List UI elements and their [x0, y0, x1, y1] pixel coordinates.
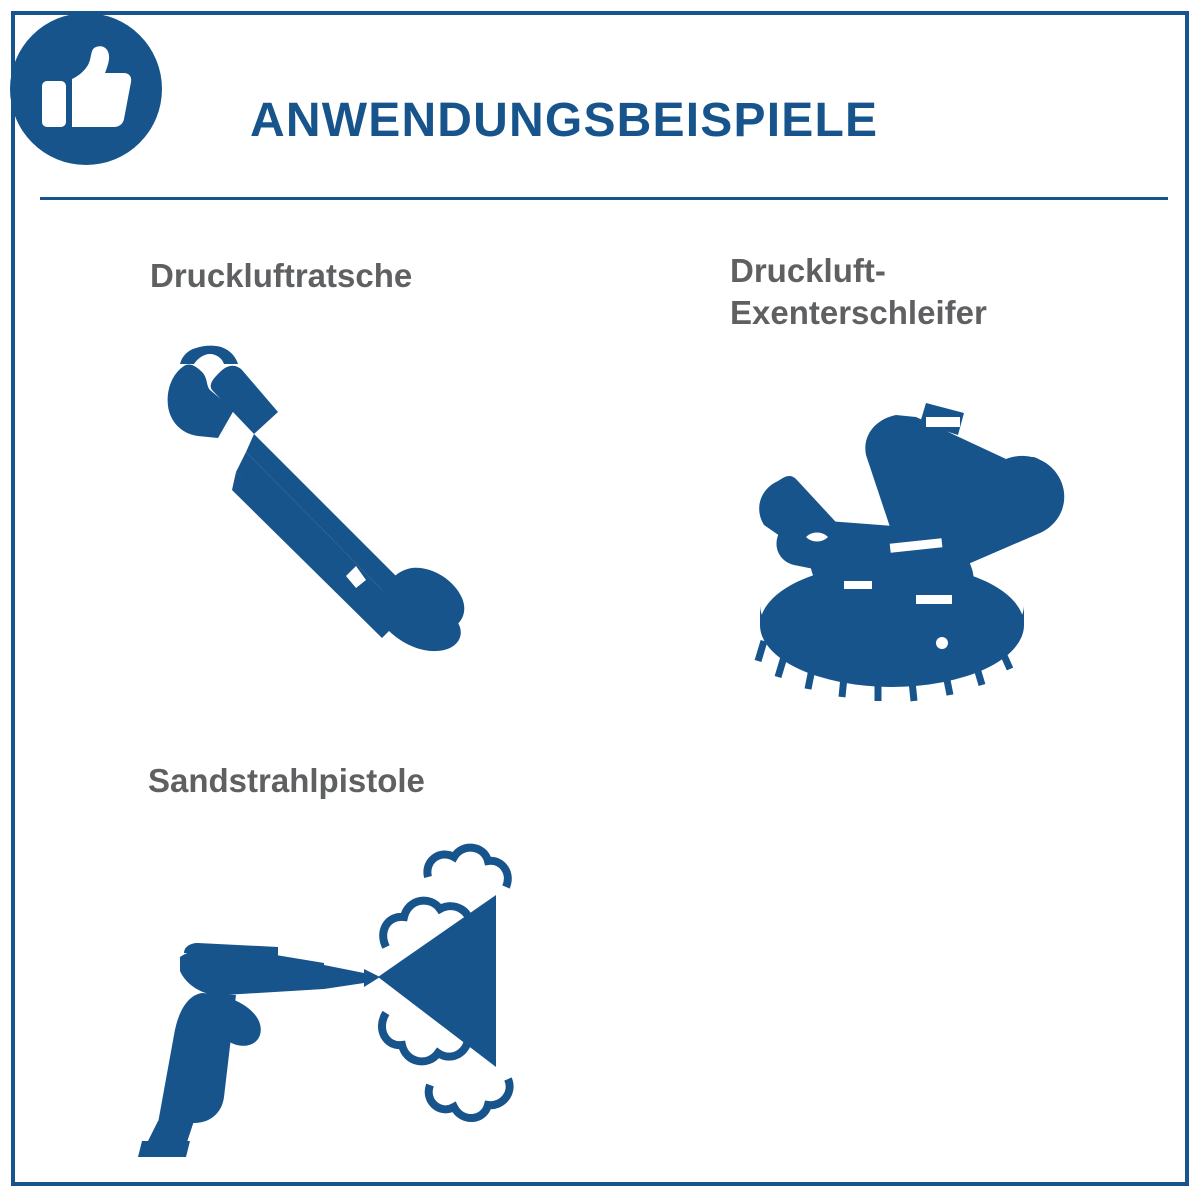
sandblasting-gun-illustration: [128, 835, 548, 1170]
page-title: ANWENDUNGSBEISPIELE: [250, 94, 879, 147]
item-label-schleifer-line1: Druckluft-: [730, 252, 886, 289]
thumbs-up-badge: [10, 13, 162, 165]
air-orbital-sander-icon: [720, 355, 1080, 715]
item-label-sandstrahl: Sandstrahlpistole: [148, 762, 425, 799]
item-label-ratsche: Druckluftratsche: [150, 257, 413, 294]
item-label-schleifer: [730, 250, 1060, 334]
air-ratchet-icon: [150, 330, 500, 670]
item-label-schleifer-line2: Exenterschleifer: [730, 294, 987, 332]
thumbs-up-icon: [38, 41, 134, 137]
air-ratchet-illustration: [150, 330, 500, 675]
air-orbital-sander-illustration: [720, 355, 1080, 720]
header-divider: [40, 197, 1168, 200]
sandblasting-gun-icon: [128, 835, 548, 1165]
